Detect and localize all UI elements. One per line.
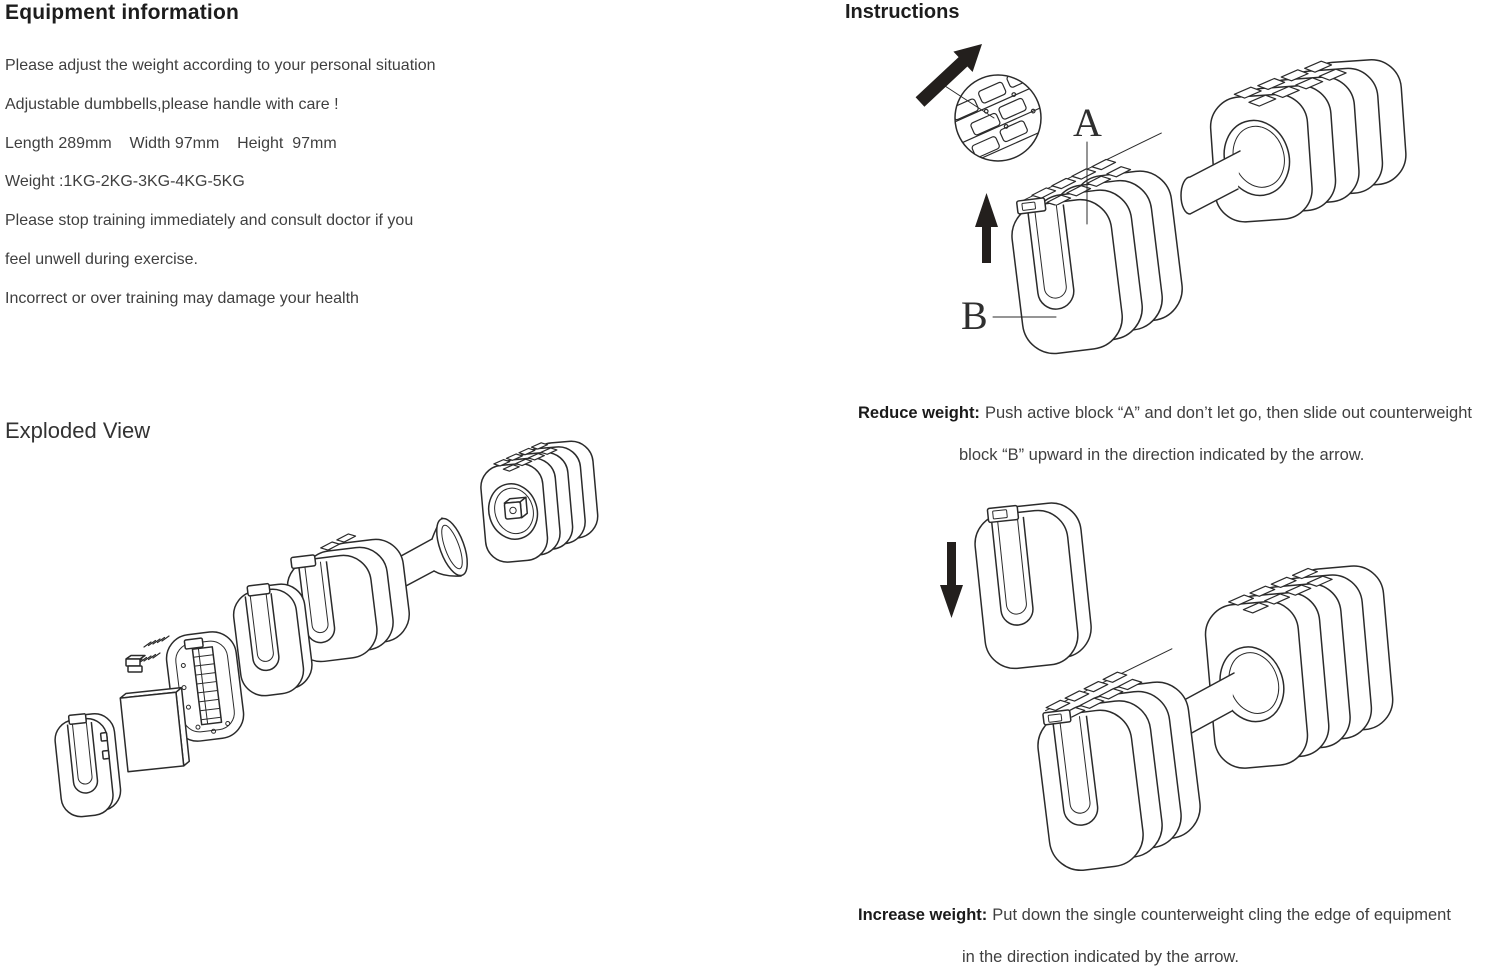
- increase-weight-text: Put down the single counterweight cling the edge of equipment: [992, 906, 1451, 924]
- weight-stack-part: [477, 438, 601, 563]
- increase-weight-line1: [858, 904, 1500, 926]
- dumbbell-right-stack: [1200, 562, 1397, 771]
- down-arrow-icon: [940, 542, 963, 618]
- equipment-info-title: Equipment information: [5, 1, 240, 24]
- exploded-view-title: Exploded View: [5, 418, 151, 443]
- flat-plate-part: [120, 688, 190, 772]
- increase-weight-line2: in the direction indicated by the arrow.: [962, 948, 1239, 966]
- exploded-view-figure: [40, 435, 620, 870]
- dumbbell-right-stack: [1207, 56, 1410, 224]
- equipment-info-lines: [5, 47, 435, 319]
- info-line: Weight :1KG-2KG-3KG-4KG-5KG: [5, 173, 245, 191]
- counterweight-plate-part: [230, 579, 315, 698]
- reduce-weight-label: Reduce weight:: [858, 404, 980, 422]
- info-line: feel unwell during exercise.: [5, 250, 198, 268]
- reduce-weight-figure: [890, 30, 1500, 395]
- reduce-weight-line2: block “B” upward in the direction indicated by the arrow.: [959, 446, 1365, 464]
- dumbbell-left-block: [1028, 648, 1206, 874]
- single-counterweight-block: [971, 499, 1094, 671]
- up-arrow-icon: [975, 193, 998, 263]
- label-b: B: [961, 293, 988, 338]
- reduce-weight-text: Push active block “A” and don’t let go, then slide out counterweight: [984, 404, 1472, 422]
- info-line: Please adjust the weight according to your personal situation: [5, 57, 436, 74]
- info-line: Adjustable dumbbells,please handle with care !: [5, 95, 339, 113]
- handle-assembly-part: [282, 515, 474, 665]
- instructions-title: Instructions: [845, 1, 960, 23]
- label-a: A: [1073, 100, 1102, 145]
- info-line: Please stop training immediately and consult doctor if you: [5, 212, 414, 230]
- increase-weight-caption: [858, 904, 1500, 968]
- info-line: Incorrect or over training may damage your health: [5, 289, 359, 307]
- increase-weight-figure: [900, 490, 1460, 890]
- reduce-weight-line1: [858, 402, 1500, 424]
- info-line: Length 289mm Width 97mm Height 97mm: [5, 134, 337, 152]
- end-cap-part: [53, 711, 123, 819]
- reduce-weight-caption: [858, 402, 1500, 466]
- magnifier-detail-circle: [938, 67, 1055, 166]
- dumbbell-left-block: [1002, 133, 1189, 357]
- clip-part: [126, 656, 145, 673]
- increase-weight-label: Increase weight:: [858, 906, 988, 924]
